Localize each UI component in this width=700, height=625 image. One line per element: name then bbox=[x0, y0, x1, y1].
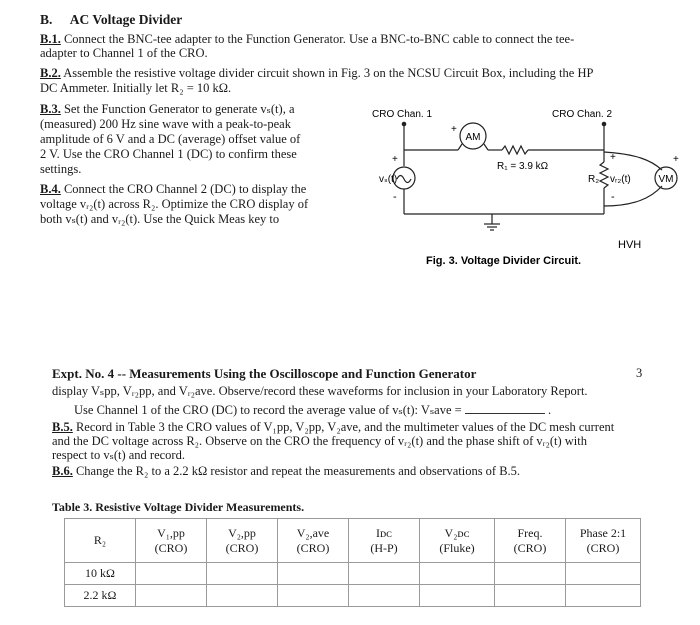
table-cell[interactable] bbox=[349, 563, 420, 585]
header-v1pp-top: V₁,pp bbox=[157, 525, 185, 540]
step-b2-label: B.2. bbox=[40, 66, 61, 80]
voltage-divider-circuit-diagram bbox=[366, 102, 700, 270]
step-b5-label: B.5. bbox=[52, 420, 73, 434]
header-freq-top: Freq. bbox=[517, 525, 543, 540]
source-label: vₛ(t) bbox=[379, 174, 398, 185]
step-b4-line2: voltage vᵣ₂(t) across R₂. Optimize the CRO display of bbox=[40, 197, 309, 211]
header-v2dc-bottom: (Fluke) bbox=[439, 540, 475, 555]
vr2-label: vᵣ₂(t) bbox=[610, 174, 631, 185]
channel1-text: Use Channel 1 of the CRO (DC) to record the average value of vₛ(t): Vₛave = bbox=[74, 403, 462, 417]
header-idc bbox=[349, 519, 420, 563]
page-number: 3 bbox=[636, 366, 643, 380]
step-b6-line1: Change the R₂ to a 2.2 kΩ resistor and repeat the measurements and observations of B.5. bbox=[75, 464, 521, 478]
step-b3-line2: (measured) 200 Hz sine wave with a peak-to-peak bbox=[40, 117, 291, 131]
header-v1pp-bottom: (CRO) bbox=[154, 540, 188, 555]
header-v2pp-bottom: (CRO) bbox=[225, 540, 259, 555]
cro-chan2-probe-dot bbox=[602, 122, 607, 127]
table-title: Table 3. Resistive Voltage Divider Measurements. bbox=[52, 500, 305, 514]
table-cell[interactable] bbox=[207, 563, 278, 585]
header-phase bbox=[566, 519, 641, 563]
step-b3-line4: 2 V. Use the CRO Channel 1 (DC) to confirm these bbox=[40, 147, 297, 161]
step-b4-line3: both vₛ(t) and vᵣ₂(t). Use the Quick Meas key to bbox=[40, 212, 280, 226]
table-cell[interactable] bbox=[136, 563, 207, 585]
step-b1-line1: Connect the BNC-tee adapter to the Function Generator. Use a BNC-to-BNC cable to connect the tee- bbox=[63, 32, 575, 46]
step-b6 bbox=[52, 464, 520, 479]
step-b5 bbox=[52, 420, 614, 435]
table-row bbox=[65, 563, 641, 585]
step-b3-line1: Set the Function Generator to generate vₛ(t), a bbox=[63, 102, 295, 116]
header-v2pp-top: V₂,pp bbox=[228, 525, 256, 540]
header-idc-bottom: (H-P) bbox=[370, 540, 398, 555]
voltmeter-label: VM bbox=[658, 174, 674, 185]
source-plus: + bbox=[392, 154, 398, 165]
r1-label: R₁ = 3.9 kΩ bbox=[497, 161, 549, 172]
table-header-row bbox=[65, 519, 641, 563]
step-b1-line2: adapter to Channel 1 of the CRO. bbox=[40, 46, 208, 60]
row-r2-value: 2.2 kΩ bbox=[65, 585, 136, 607]
header-v2ave-top: V₂,ave bbox=[296, 525, 330, 540]
step-b1 bbox=[40, 32, 574, 47]
header-r2-label: R₂ bbox=[93, 533, 107, 547]
header-phase-bottom: (CRO) bbox=[586, 540, 620, 555]
header-r2 bbox=[65, 519, 136, 563]
vr2-plus: + bbox=[610, 152, 616, 163]
source-minus: - bbox=[393, 191, 397, 203]
step-b4-label: B.4. bbox=[40, 182, 61, 196]
step-b2-line2: DC Ammeter. Initially let R₂ = 10 kΩ. bbox=[40, 81, 232, 95]
expt-heading: Expt. No. 4 -- Measurements Using the Oscilloscope and Function Generator bbox=[52, 366, 477, 381]
step-b2 bbox=[40, 66, 593, 81]
header-freq-bottom: (CRO) bbox=[513, 540, 547, 555]
table-cell[interactable] bbox=[566, 585, 641, 607]
section-title: AC Voltage Divider bbox=[69, 12, 183, 27]
table-cell[interactable] bbox=[136, 585, 207, 607]
table-cell[interactable] bbox=[278, 585, 349, 607]
step-b6-label: B.6. bbox=[52, 464, 73, 478]
header-v2ave bbox=[278, 519, 349, 563]
step-b5-line2: and the DC voltage across R₂. Observe on the CRO the frequency of vᵣ₂(t) and the phase shift of vᵣ₂(t) with bbox=[52, 434, 587, 448]
header-phase-top: Phase 2:1 bbox=[579, 525, 627, 540]
r1-resistor-symbol bbox=[502, 146, 528, 154]
step-b5-line3: respect to vₛ(t) and record. bbox=[52, 448, 185, 462]
table-cell[interactable] bbox=[278, 563, 349, 585]
ammeter-plus: + bbox=[451, 124, 457, 135]
section-letter: B. bbox=[40, 12, 53, 27]
table-cell[interactable] bbox=[495, 563, 566, 585]
header-freq bbox=[495, 519, 566, 563]
step-b2-line1: Assemble the resistive voltage divider circuit shown in Fig. 3 on the NCSU Circuit Box, including the HP bbox=[63, 66, 594, 80]
channel1-line bbox=[74, 402, 551, 418]
measurements-table bbox=[64, 518, 641, 607]
ammeter-label: AM bbox=[465, 132, 481, 143]
header-v2pp bbox=[207, 519, 278, 563]
channel1-period: . bbox=[547, 403, 552, 417]
table-cell[interactable] bbox=[495, 585, 566, 607]
step-b5-line1: Record in Table 3 the CRO values of V₁pp, V₂pp, V₂ave, and the multimeter values of the DC mesh current bbox=[75, 420, 615, 434]
vsave-blank bbox=[465, 402, 545, 414]
step-b3-line3: amplitude of 6 V and a DC (average) offset value of bbox=[40, 132, 301, 146]
table-cell[interactable] bbox=[207, 585, 278, 607]
table-cell[interactable] bbox=[566, 563, 641, 585]
step-b3-line5: settings. bbox=[40, 162, 82, 176]
header-v2ave-bottom: (CRO) bbox=[296, 540, 330, 555]
step-b1-label: B.1. bbox=[40, 32, 61, 46]
figure-caption: Fig. 3. Voltage Divider Circuit. bbox=[426, 255, 582, 267]
r2-label: R₂ bbox=[588, 174, 600, 185]
vr2-minus: - bbox=[611, 191, 615, 203]
table-cell[interactable] bbox=[420, 585, 495, 607]
cro-chan1-label: CRO Chan. 1 bbox=[372, 109, 433, 120]
step-b4-line1: Connect the CRO Channel 2 (DC) to display the bbox=[63, 182, 307, 196]
cro-chan2-label: CRO Chan. 2 bbox=[552, 109, 613, 120]
table-row bbox=[65, 585, 641, 607]
step-b4 bbox=[40, 182, 306, 197]
section-heading bbox=[40, 12, 182, 27]
display-line: display Vₛpp, Vᵣ₂pp, and Vᵣ₂ave. Observe/record these waveforms for inclusion in your Laboratory Report. bbox=[52, 384, 588, 398]
cro-chan1-probe-dot bbox=[402, 122, 407, 127]
table-cell[interactable] bbox=[349, 585, 420, 607]
voltmeter-plus: + bbox=[673, 154, 679, 165]
header-idc-top: Iᴅᴄ bbox=[375, 525, 393, 540]
header-v2dc-top: V₂ᴅᴄ bbox=[444, 525, 470, 540]
step-b3 bbox=[40, 102, 295, 117]
header-v2dc bbox=[420, 519, 495, 563]
header-v1pp bbox=[136, 519, 207, 563]
table-cell[interactable] bbox=[420, 563, 495, 585]
step-b3-label: B.3. bbox=[40, 102, 61, 116]
r2-resistor-symbol bbox=[600, 162, 608, 188]
row-r2-value: 10 kΩ bbox=[65, 563, 136, 585]
figure-initials: HVH bbox=[618, 239, 642, 251]
